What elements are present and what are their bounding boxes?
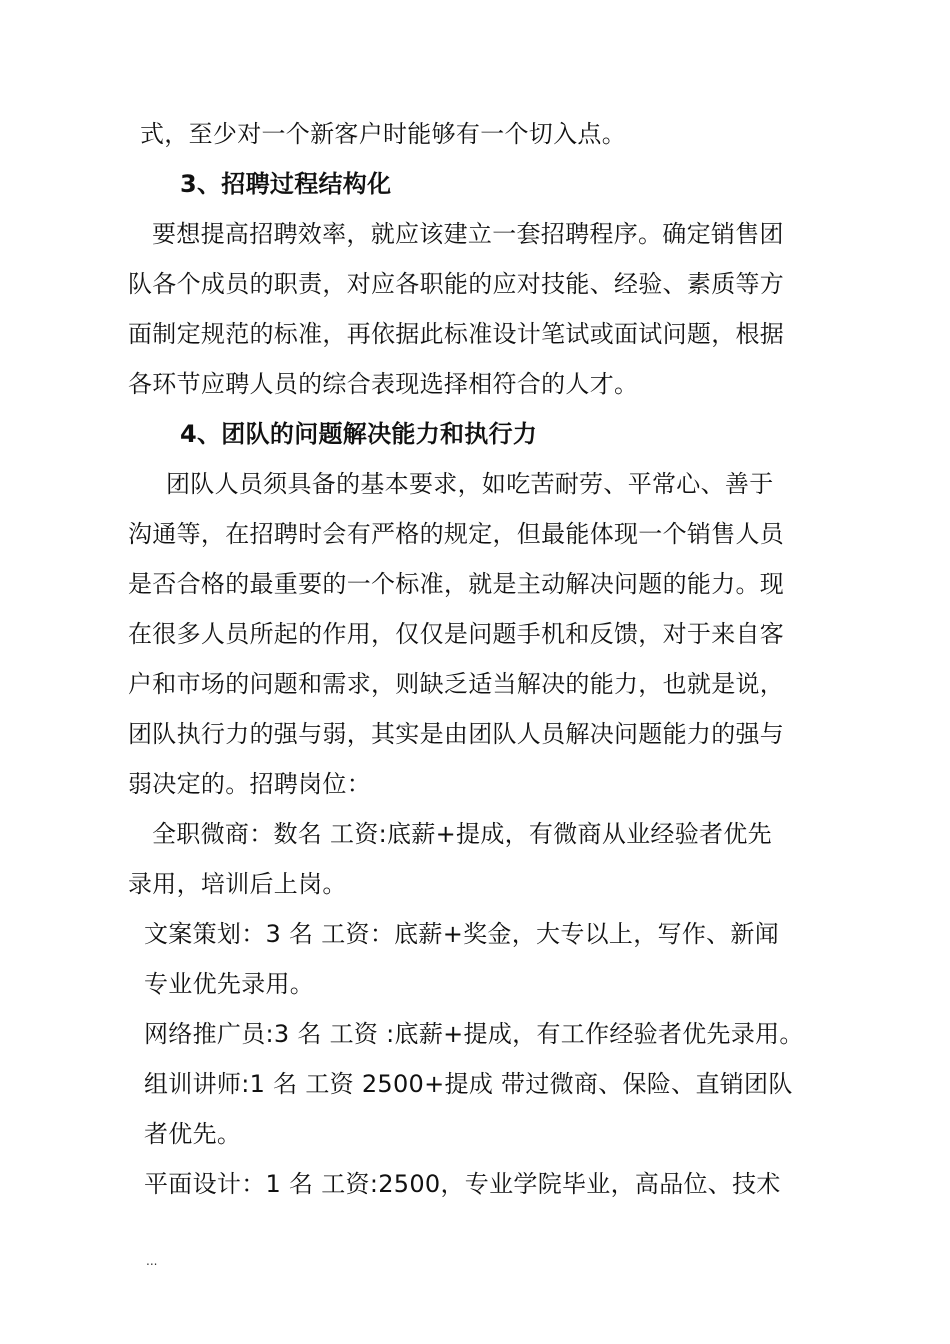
footer-ellipsis: ... xyxy=(146,1254,158,1268)
job-posting-line: 专业优先录用。 xyxy=(144,970,315,998)
body-text-line: 团队人员须具备的基本要求，如吃苦耐劳、平常心、善于 xyxy=(166,470,774,498)
body-text-line: 沟通等，在招聘时会有严格的规定，但最能体现一个销售人员 xyxy=(128,520,785,548)
body-text-line: 户和市场的问题和需求，则缺乏适当解决的能力，也就是说， xyxy=(128,670,785,698)
body-text-line: 式，至少对一个新客户时能够有一个切入点。 xyxy=(140,120,626,148)
body-text-line: 是否合格的最重要的一个标准，就是主动解决问题的能力。现 xyxy=(128,570,785,598)
body-text-line: 面制定规范的标准，再依据此标准设计笔试或面试问题，根据 xyxy=(128,320,785,348)
body-text-line: 弱决定的。招聘岗位： xyxy=(128,770,371,798)
section-heading: 4、团队的问题解决能力和执行力 xyxy=(180,420,538,448)
section-heading: 3、招聘过程结构化 xyxy=(180,170,392,198)
job-posting-line: 平面设计：1 名 工资:2500，专业学院毕业，高品位、技术 xyxy=(144,1170,781,1198)
body-text-line: 各环节应聘人员的综合表现选择相符合的人才。 xyxy=(128,370,639,398)
job-posting-line: 网络推广员:3 名 工资 :底薪+提成，有工作经验者优先录用。 xyxy=(144,1020,804,1048)
job-posting-line: 全职微商：数名 工资:底薪+提成，有微商从业经验者优先 xyxy=(152,820,772,848)
body-text-line: 团队执行力的强与弱，其实是由团队人员解决问题能力的强与 xyxy=(128,720,785,748)
body-text-line: 队各个成员的职责，对应各职能的应对技能、经验、素质等方 xyxy=(128,270,785,298)
body-text-line: 在很多人员所起的作用，仅仅是问题手机和反馈，对于来自客 xyxy=(128,620,785,648)
job-posting-line: 文案策划：3 名 工资：底薪+奖金，大专以上，写作、新闻 xyxy=(144,920,780,948)
job-posting-line: 者优先。 xyxy=(144,1120,242,1148)
job-posting-line: 组训讲师:1 名 工资 2500+提成 带过微商、保险、直销团队 xyxy=(144,1070,793,1098)
body-text-line: 要想提高招聘效率，就应该建立一套招聘程序。确定销售团 xyxy=(152,220,784,248)
job-posting-line: 录用，培训后上岗。 xyxy=(128,870,347,898)
